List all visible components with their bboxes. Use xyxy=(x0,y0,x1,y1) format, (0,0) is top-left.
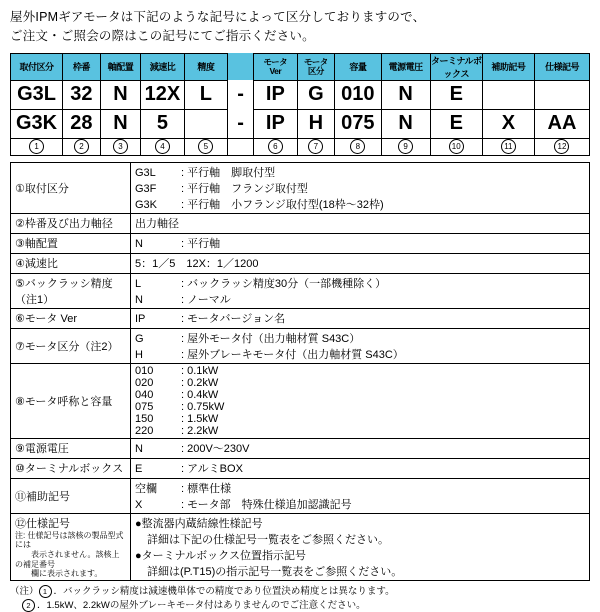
code-r1-c4: L xyxy=(184,80,227,109)
intro-line-2: ご注文・ご照会の際はこの記号にてご指示ください。 xyxy=(10,29,315,44)
code-num-3: 4 xyxy=(141,138,184,155)
row-1-line-3: G3K : 平行軸 小フランジ取付型(18枠～32枠) xyxy=(135,198,384,211)
table-row xyxy=(11,253,590,273)
intro-line-1: 屋外IPMギアモータは下記のような記号によって区分しておりますので、 xyxy=(10,10,426,24)
row-8-line-5: 150 : 1.5kW xyxy=(135,412,219,425)
code-header-12: 仕様記号 xyxy=(534,53,589,80)
row-5-line-1: L : バックラッシ精度30分（一部機種除く） xyxy=(135,277,387,290)
code-num-2: 3 xyxy=(100,138,141,155)
code-r2-c3: 5 xyxy=(141,109,184,138)
table-row xyxy=(11,363,590,438)
footer-notes xyxy=(10,585,590,612)
code-r1-c6: IP xyxy=(254,80,297,109)
code-r2-c0: G3K xyxy=(11,109,63,138)
code-num-11: 11 xyxy=(482,138,534,155)
footer-prefix: （注） xyxy=(10,585,39,597)
code-num-6: 6 xyxy=(254,138,297,155)
code-header-4: 精度 xyxy=(184,53,227,80)
row-7-line-2: H : 屋外ブレーキモータ付（出力軸材質 S43C） xyxy=(135,348,404,361)
code-header-6: モータ Ver xyxy=(254,53,297,80)
row-label-12 xyxy=(11,513,131,580)
footer-text-1: ．バックラッシ精度は減速機単体での精度であり位置決め精度とは異なります。 xyxy=(53,585,395,597)
footer-num-2: 2 xyxy=(22,599,35,612)
code-r2-c12: AA xyxy=(534,109,589,138)
row-12-note: 注: 仕様記号は該核の製品型式には 表示されません。該核上の補足番号 欄に表示されます。 xyxy=(15,530,124,579)
row-value-7 xyxy=(131,328,590,363)
code-header-1: 枠番 xyxy=(63,53,101,80)
row-11-line-1: 空欄 : 標準仕様 xyxy=(135,482,232,495)
row-value-12 xyxy=(131,513,590,580)
code-header-3: 減速比 xyxy=(141,53,184,80)
code-r1-dash: - xyxy=(237,83,244,106)
row-5-line-2: N : ノーマル xyxy=(135,293,231,306)
code-r2-c2: N xyxy=(100,109,141,138)
code-num-0: 1 xyxy=(11,138,63,155)
table-row xyxy=(11,478,590,513)
code-r2-c7: H xyxy=(297,109,335,138)
row-label-1: ①取付区分 xyxy=(11,162,131,213)
row-11-line-2: X : モータ部 特殊仕様追加認識記号 xyxy=(135,498,352,511)
row-value-3: N : 平行軸 xyxy=(131,233,590,253)
code-r2-dash: - xyxy=(237,112,244,134)
intro-text xyxy=(10,8,592,47)
row-12-bullet-2: ●ターミナルボックス位置指示記号 xyxy=(135,549,306,562)
code-header-8: 容量 xyxy=(335,53,381,80)
code-header-row xyxy=(11,53,590,80)
code-num-8: 8 xyxy=(335,138,381,155)
code-r1-c7: G xyxy=(297,80,335,109)
description-table xyxy=(10,162,590,581)
code-r1-c1: 32 xyxy=(63,80,101,109)
code-num-7: 7 xyxy=(297,138,335,155)
row-value-6: IP : モータバージョン名 xyxy=(131,308,590,328)
code-r2-c4 xyxy=(184,109,227,138)
row-label-3: ③軸配置 xyxy=(11,233,131,253)
code-r2-c1: 28 xyxy=(63,109,101,138)
code-example-row-2 xyxy=(11,109,590,138)
code-header-11: 補助記号 xyxy=(482,53,534,80)
row-label-5: ⑤バックラッシ精度（注1） xyxy=(11,273,131,308)
row-label-7: ⑦モータ区分（注2） xyxy=(11,328,131,363)
row-8-line-2: 020 : 0.2kW xyxy=(135,376,219,389)
row-label-2: ②枠番及び出力軸径 xyxy=(11,213,131,233)
code-example-row-1 xyxy=(11,80,590,109)
row-value-8 xyxy=(131,363,590,438)
table-row xyxy=(11,458,590,478)
row-label-9: ⑨電源電圧 xyxy=(11,438,131,458)
row-8-line-1: 010 : 0.1kW xyxy=(135,364,219,377)
code-num-4: 5 xyxy=(184,138,227,155)
row-value-11 xyxy=(131,478,590,513)
row-12-bullet-1: ●整流器内蔵結線性様記号 xyxy=(135,517,263,530)
code-header-2: 軸配置 xyxy=(100,53,141,80)
code-num-gap xyxy=(228,138,254,155)
row-label-4: ④減速比 xyxy=(11,253,131,273)
row-label-8: ⑧モータ呼称と容量 xyxy=(11,363,131,438)
row-8-line-3: 040 : 0.4kW xyxy=(135,388,219,401)
table-row xyxy=(11,273,590,308)
code-r1-c12 xyxy=(534,80,589,109)
row-1-line-1: G3L : 平行軸 脚取付型 xyxy=(135,166,276,179)
code-r2-c10: E xyxy=(430,109,482,138)
footer-note-1 xyxy=(10,585,590,599)
code-r1-c3: 12X xyxy=(141,80,184,109)
footer-text-2: ．1.5kW、2.2kWの屋外ブレーキモータ付はありませんのでご注意ください。 xyxy=(37,599,366,611)
code-r1-c10: E xyxy=(430,80,482,109)
row-value-2: 出力軸径 xyxy=(131,213,590,233)
code-r2-c9: N xyxy=(381,109,430,138)
code-num-9: 9 xyxy=(381,138,430,155)
row-label-6: ⑥モータ Ver xyxy=(11,308,131,328)
code-r1-c9: N xyxy=(381,80,430,109)
footer-note-2 xyxy=(10,599,590,612)
code-num-12: 12 xyxy=(534,138,589,155)
code-r1-c0: G3L xyxy=(11,80,63,109)
footer-num-1: 1 xyxy=(39,585,52,598)
model-code-table xyxy=(10,53,590,156)
code-r2-c11: X xyxy=(482,109,534,138)
code-number-row xyxy=(11,138,590,155)
table-row xyxy=(11,213,590,233)
code-header-7: モータ 区分 xyxy=(297,53,335,80)
row-1-line-2: G3F : 平行軸 フランジ取付型 xyxy=(135,182,308,195)
row-value-10: E : アルミBOX xyxy=(131,458,590,478)
code-num-1: 2 xyxy=(63,138,101,155)
table-row xyxy=(11,328,590,363)
row-12-bullet-2-detail: 詳細は(P.T15)の指示記号一覧表をご参照ください。 xyxy=(147,565,403,578)
code-r1-c11 xyxy=(482,80,534,109)
row-label-10: ⑩ターミナルボックス xyxy=(11,458,131,478)
table-row xyxy=(11,233,590,253)
code-header-0: 取付区分 xyxy=(11,53,63,80)
row-7-line-1: G : 屋外モータ付（出力軸材質 S43C） xyxy=(135,332,361,345)
table-row xyxy=(11,438,590,458)
row-8-line-6: 220 : 2.2kW xyxy=(135,424,219,437)
row-12-label-text: ⑫仕様記号 xyxy=(15,517,70,530)
row-12-bullet-1-detail: 詳細は下記の仕様記号一覧表をご参照ください。 xyxy=(147,533,389,546)
row-value-5 xyxy=(131,273,590,308)
code-r1-c8: 010 xyxy=(335,80,381,109)
row-label-11: ⑪補助記号 xyxy=(11,478,131,513)
row-8-line-4: 075 : 0.75kW xyxy=(135,400,225,413)
table-row xyxy=(11,513,590,580)
row-value-4: 5：1／5 12X：1／1200 xyxy=(131,253,590,273)
code-header-gap xyxy=(228,53,254,80)
code-header-10: ターミナルボックス xyxy=(430,53,482,80)
code-r2-c8: 075 xyxy=(335,109,381,138)
table-row xyxy=(11,308,590,328)
code-header-9: 電源電圧 xyxy=(381,53,430,80)
table-row xyxy=(11,162,590,213)
row-value-9: N : 200V～230V xyxy=(131,438,590,458)
row-value-1 xyxy=(131,162,590,213)
code-r1-c2: N xyxy=(100,80,141,109)
code-r2-c6: IP xyxy=(254,109,297,138)
code-num-10: 10 xyxy=(430,138,482,155)
